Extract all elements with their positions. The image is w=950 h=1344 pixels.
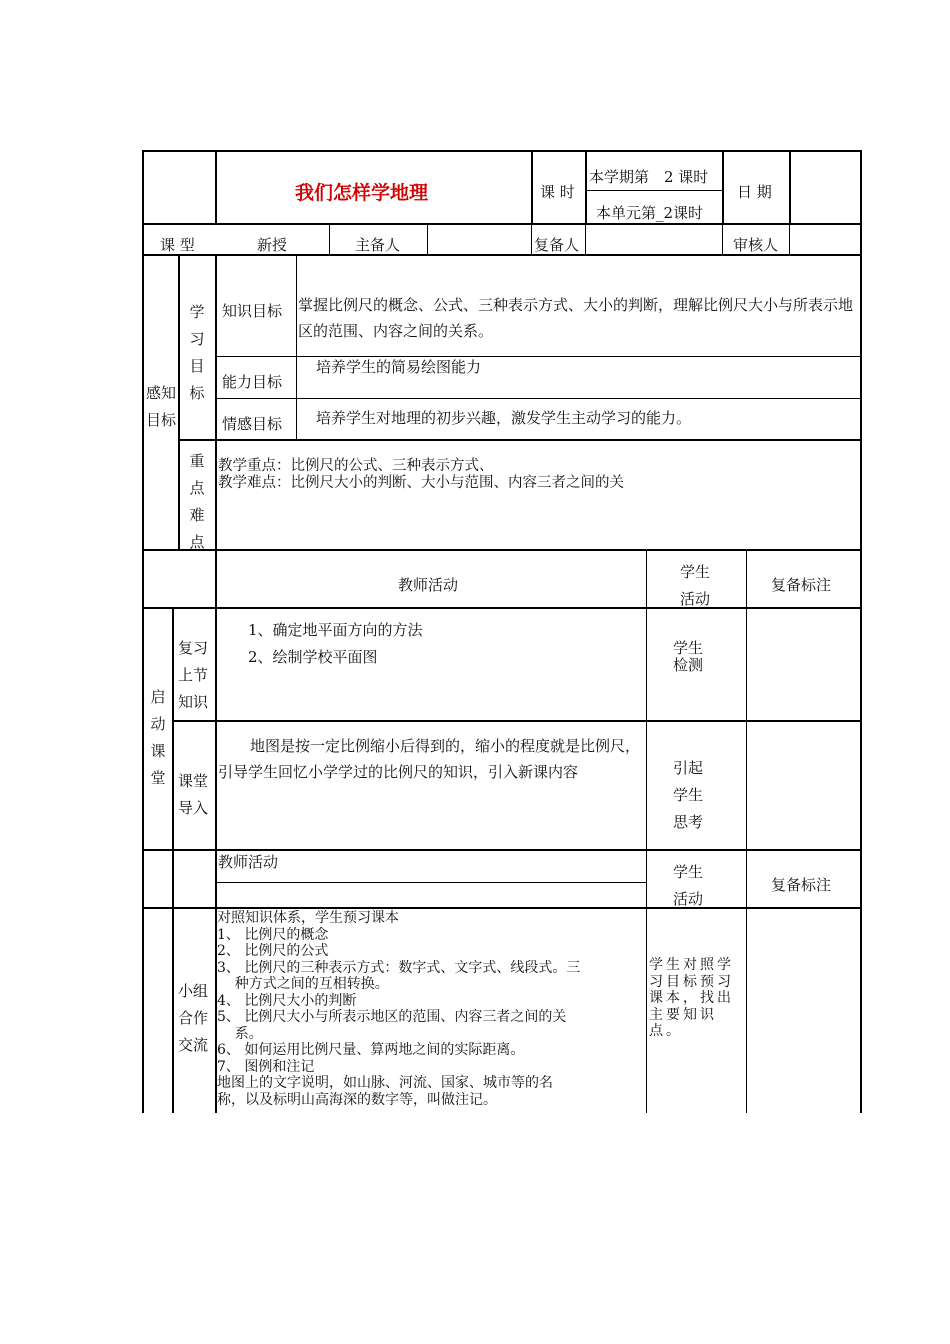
list-item: 2、 比例尺的公式 <box>217 943 329 959</box>
date-label: 日 期 <box>737 183 772 201</box>
teacher-activity-header-2: 教师活动 <box>218 853 279 871</box>
student-activity-header-line1: 学生 <box>680 563 711 581</box>
list-item: 地图上的文字说明，如山脉、河流、国家、城市等的名 <box>217 1075 553 1091</box>
difficult-points-text: 教学难点：比例尺大小的判断、大小与范围、内容三者之间的关 <box>218 475 624 491</box>
lesson-title: 我们怎样学地理 <box>295 182 429 204</box>
intro-text: 地图是按一定比例缩小后得到的，缩小的程度就是比例尺，引导学生回忆小学学过的比例尺的知识，引入新课内容 <box>218 737 641 781</box>
list-item: 对照知识体系，学生预习课本 <box>217 910 399 926</box>
list-item: 4、 比例尺大小的判断 <box>217 992 357 1009</box>
objectives-outer-label-line1: 感知 <box>146 384 177 402</box>
student-activity-header-line2: 活动 <box>680 590 711 608</box>
key-points-text: 教学重点：比例尺的公式、三种表示方式、 <box>218 458 494 474</box>
list-item: 7、 图例和注记 <box>217 1058 315 1075</box>
reviewer-label: 审核人 <box>733 236 779 254</box>
remark-header-2: 复备标注 <box>771 876 832 894</box>
lesson-type-label: 课 型 <box>160 236 195 254</box>
knowledge-objective-label: 知识目标 <box>222 302 283 320</box>
lesson-type-value: 新授 <box>257 236 288 254</box>
review-item-2: 2、绘制学校平面图 <box>248 648 378 666</box>
intro-section-label: 课堂 导入 <box>178 772 209 817</box>
emotion-objective-text: 培养学生对地理的初步兴趣，激发学生主动学习的能力。 <box>316 409 692 427</box>
teacher-activity-header: 教师活动 <box>398 576 459 594</box>
objectives-outer-label-line2: 目标 <box>146 411 177 429</box>
co-preparer-label: 复备人 <box>534 236 580 254</box>
keshi-label: 课 时 <box>540 183 575 201</box>
qidong-section-label: 启 动 课 堂 <box>150 688 166 787</box>
list-item: 6、 如何运用比例尺量、算两地之间的实际距离。 <box>217 1042 525 1058</box>
ability-objective-label: 能力目标 <box>222 373 283 391</box>
keshi-unit: 本单元第_2课时 <box>596 204 704 222</box>
remark-header: 复备标注 <box>771 576 832 594</box>
knowledge-objective-text: 掌握比例尺的概念、公式、三种表示方式、大小的判断，理解比例尺大小与所表示地区的范围、内容之间的关系。 <box>298 296 854 340</box>
intro-student-activity: 引起 学生 思考 <box>673 759 704 831</box>
list-item: 种方式之间的互相转换。 <box>217 976 389 992</box>
emotion-objective-label: 情感目标 <box>222 415 283 433</box>
student-activity-header-2-line2: 活动 <box>673 890 704 908</box>
group-content <box>217 910 580 1108</box>
key-difficult-label: 重 点 难 点 <box>189 452 205 551</box>
keshi-semester: 本学期第 2 课时 <box>589 168 709 186</box>
ability-objective-text: 培养学生的简易绘图能力 <box>316 358 482 376</box>
list-item: 5、 比例尺大小与所表示地区的范围、内容三者之间的关 <box>217 1009 567 1025</box>
review-item-1: 1、确定地平面方向的方法 <box>248 621 423 639</box>
list-item: 3、 比例尺的三种表示方式：数字式、文字式、线段式。三 <box>217 959 581 976</box>
review-section-label: 复习 上节 知识 <box>178 639 209 711</box>
group-student-activity: 学生对照学 习目标预习 课本，找出 主要知识 点。 <box>649 957 734 1039</box>
list-item: 称，以及标明山高海深的数字等，叫做注记。 <box>217 1091 497 1108</box>
lead-preparer-label: 主备人 <box>355 236 401 254</box>
group-section-label: 小组 合作 交流 <box>178 982 209 1054</box>
list-item: 系。 <box>217 1025 263 1042</box>
study-objectives-label: 学 习 目 标 <box>189 303 205 402</box>
student-activity-header-2-line1: 学生 <box>673 863 704 881</box>
list-item: 1、 比例尺的概念 <box>217 926 329 943</box>
review-student-activity: 学生 检测 <box>673 639 704 674</box>
